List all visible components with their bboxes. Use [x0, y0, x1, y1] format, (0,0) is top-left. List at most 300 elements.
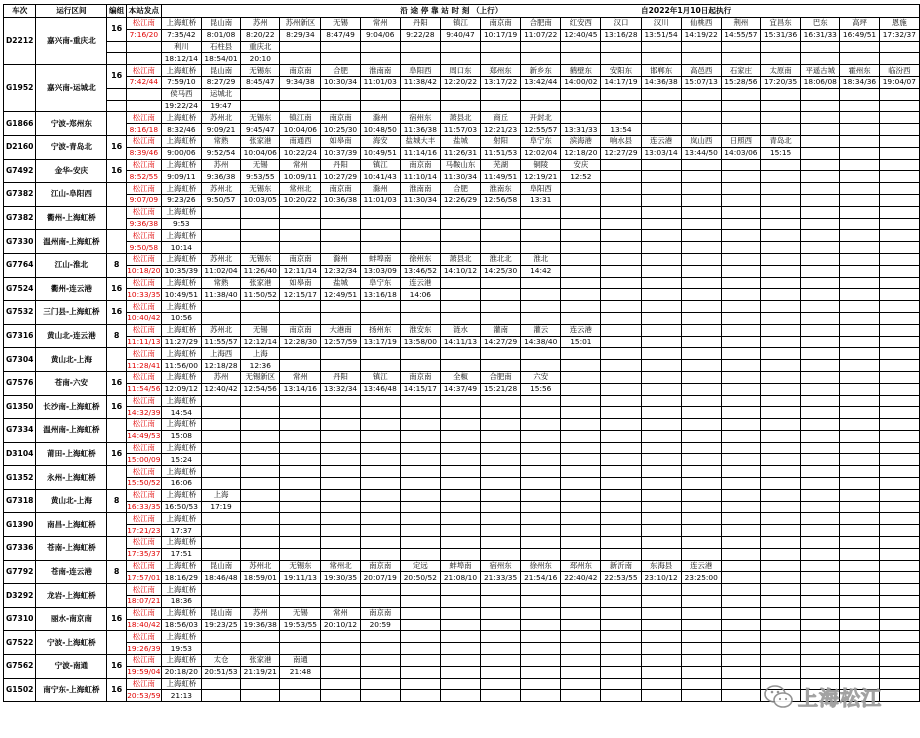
- empty-cell: [801, 371, 840, 383]
- train-row: [4, 324, 920, 336]
- empty-cell: [440, 619, 480, 631]
- stop-time: 12:56/58: [481, 194, 521, 206]
- empty-cell: [360, 643, 400, 655]
- stop-time: 15:01: [561, 336, 601, 348]
- empty-cell: [879, 655, 919, 667]
- train-group: 16: [107, 135, 127, 159]
- empty-cell: [761, 572, 801, 584]
- empty-cell: [721, 348, 760, 360]
- train-route: 龙岩-上海虹桥: [36, 584, 107, 608]
- train-number: D3104: [4, 442, 36, 466]
- empty-cell: [360, 348, 400, 360]
- empty-cell: [761, 324, 801, 336]
- empty-cell: [801, 619, 840, 631]
- empty-cell: [879, 124, 919, 136]
- empty-cell: [321, 643, 360, 655]
- empty-cell: [561, 53, 601, 65]
- stop-time: 12:02/04: [521, 147, 561, 159]
- train-route: 嘉兴南-重庆北: [36, 18, 107, 65]
- empty-cell: [360, 53, 400, 65]
- stop-station: 新乡东: [521, 65, 561, 77]
- stop-time: 9:23/26: [161, 194, 201, 206]
- train-row: [4, 301, 920, 313]
- stop-time: 11:01/03: [360, 194, 400, 206]
- empty-cell: [681, 690, 721, 702]
- empty-cell: [681, 419, 721, 431]
- empty-cell: [879, 442, 919, 454]
- empty-cell: [280, 301, 321, 313]
- empty-cell: [721, 584, 760, 596]
- empty-cell: [521, 407, 561, 419]
- empty-cell: [601, 478, 641, 490]
- empty-cell: [400, 41, 440, 53]
- empty-cell: [721, 501, 760, 513]
- empty-cell: [561, 253, 601, 265]
- empty-cell: [840, 501, 879, 513]
- train-row: [4, 265, 920, 277]
- stop-time: 11:26/40: [241, 265, 280, 277]
- empty-cell: [681, 596, 721, 608]
- empty-cell: [641, 596, 681, 608]
- stop-time: 9:09/11: [161, 171, 201, 183]
- empty-cell: [280, 478, 321, 490]
- train-group: 8: [107, 253, 127, 277]
- stop-station: 合肥南: [481, 371, 521, 383]
- empty-cell: [721, 607, 760, 619]
- empty-cell: [641, 584, 681, 596]
- empty-cell: [561, 489, 601, 501]
- empty-cell: [241, 643, 280, 655]
- empty-cell: [400, 312, 440, 324]
- empty-cell: [481, 430, 521, 442]
- empty-cell: [801, 194, 840, 206]
- empty-cell: [440, 206, 480, 218]
- stop-station: 重庆北: [241, 41, 280, 53]
- empty-cell: [879, 643, 919, 655]
- empty-cell: [280, 489, 321, 501]
- empty-cell: [879, 572, 919, 584]
- departure-time: 17:21/23: [127, 525, 161, 535]
- train-route: 丽水-南京南: [36, 607, 107, 631]
- station-name: 松江南: [126, 18, 161, 30]
- empty-cell: [521, 501, 561, 513]
- empty-cell: [521, 395, 561, 407]
- empty-cell: [561, 301, 601, 313]
- station-name: 松江南: [126, 301, 161, 313]
- empty-cell: [280, 513, 321, 525]
- empty-cell: [681, 360, 721, 372]
- train-row: [4, 100, 920, 112]
- stop-time: 19:47: [201, 100, 240, 112]
- empty-cell: [840, 348, 879, 360]
- stop-time: 11:38/42: [400, 76, 440, 88]
- stop-station: 淮南东: [481, 183, 521, 195]
- empty-cell: [761, 643, 801, 655]
- stop-station: 阜宁东: [521, 135, 561, 147]
- stop-time: 8:29/34: [280, 29, 321, 41]
- empty-cell: [481, 100, 521, 112]
- stop-station: 淮安东: [400, 324, 440, 336]
- stop-time: 9:50/57: [201, 194, 240, 206]
- stop-station: 丹阳: [400, 18, 440, 30]
- empty-cell: [400, 230, 440, 242]
- empty-cell: [801, 124, 840, 136]
- empty-cell: [561, 206, 601, 218]
- empty-cell: [601, 525, 641, 537]
- empty-cell: [601, 53, 641, 65]
- empty-cell: [440, 478, 480, 490]
- empty-cell: [721, 537, 760, 549]
- empty-cell: [321, 466, 360, 478]
- empty-cell: [521, 419, 561, 431]
- empty-cell: [879, 135, 919, 147]
- train-group: 16: [107, 277, 127, 301]
- stop-time: 12:27/29: [601, 147, 641, 159]
- empty-cell: [481, 466, 521, 478]
- empty-cell: [721, 41, 760, 53]
- stop-time: 15:56: [521, 383, 561, 395]
- empty-cell: [481, 478, 521, 490]
- departure-blank: [126, 41, 161, 53]
- empty-cell: [601, 678, 641, 690]
- stop-station: 南京南: [280, 324, 321, 336]
- empty-cell: [721, 442, 760, 454]
- stop-station: 石柱县: [201, 41, 240, 53]
- stop-time: 19:23/25: [201, 619, 240, 631]
- empty-cell: [601, 501, 641, 513]
- stop-time: 15:07/13: [681, 76, 721, 88]
- stop-time: 19:30/35: [321, 572, 360, 584]
- empty-cell: [201, 312, 240, 324]
- empty-cell: [280, 419, 321, 431]
- empty-cell: [521, 584, 561, 596]
- stop-station: 宜昌东: [761, 18, 801, 30]
- stop-station: 开封北: [521, 112, 561, 124]
- empty-cell: [241, 454, 280, 466]
- train-row: [4, 312, 920, 324]
- empty-cell: [879, 253, 919, 265]
- empty-cell: [840, 643, 879, 655]
- empty-cell: [761, 466, 801, 478]
- empty-cell: [440, 666, 480, 678]
- train-route: 宁波-郑州东: [36, 112, 107, 136]
- stop-time: 19:53/55: [280, 619, 321, 631]
- empty-cell: [840, 478, 879, 490]
- station-name: 松江南: [126, 537, 161, 549]
- empty-cell: [561, 619, 601, 631]
- stop-time: 14:17/19: [601, 76, 641, 88]
- train-row: [4, 360, 920, 372]
- empty-cell: [801, 218, 840, 230]
- train-row: [4, 183, 920, 195]
- empty-cell: [481, 242, 521, 254]
- empty-cell: [761, 489, 801, 501]
- station-name: 松江南: [126, 253, 161, 265]
- empty-cell: [801, 336, 840, 348]
- empty-cell: [721, 619, 760, 631]
- empty-cell: [241, 206, 280, 218]
- stop-time: 10:27/29: [321, 171, 360, 183]
- empty-cell: [681, 88, 721, 100]
- stop-time: 21:08/10: [440, 572, 480, 584]
- empty-cell: [360, 301, 400, 313]
- train-route: 宁波-南通: [36, 655, 107, 679]
- stop-time: 20:10: [241, 53, 280, 65]
- empty-cell: [360, 100, 400, 112]
- empty-cell: [761, 560, 801, 572]
- train-row: [4, 171, 920, 183]
- empty-cell: [400, 501, 440, 513]
- empty-cell: [400, 395, 440, 407]
- empty-cell: [761, 666, 801, 678]
- empty-cell: [761, 112, 801, 124]
- empty-cell: [641, 537, 681, 549]
- empty-cell: [321, 501, 360, 513]
- empty-cell: [481, 230, 521, 242]
- train-number: G7382: [4, 206, 36, 230]
- stop-time: 13:16/28: [601, 29, 641, 41]
- empty-cell: [681, 265, 721, 277]
- empty-cell: [801, 324, 840, 336]
- stop-time: 21:48: [280, 666, 321, 678]
- empty-cell: [521, 88, 561, 100]
- empty-cell: [481, 619, 521, 631]
- empty-cell: [521, 41, 561, 53]
- stop-station: 无锡: [280, 607, 321, 619]
- empty-cell: [801, 348, 840, 360]
- stop-time: 16:31/33: [801, 29, 840, 41]
- empty-cell: [641, 371, 681, 383]
- train-row: [4, 289, 920, 301]
- stop-station: 邯郸东: [641, 65, 681, 77]
- stop-station: 常州: [360, 18, 400, 30]
- wechat-icon: [764, 684, 794, 710]
- stop-time: 10:49/51: [360, 147, 400, 159]
- empty-cell: [481, 419, 521, 431]
- stop-station: 滁州: [321, 253, 360, 265]
- empty-cell: [400, 489, 440, 501]
- train-row: [4, 336, 920, 348]
- empty-cell: [400, 643, 440, 655]
- train-group: 16: [107, 159, 127, 183]
- empty-cell: [840, 194, 879, 206]
- empty-cell: [561, 607, 601, 619]
- empty-cell: [601, 88, 641, 100]
- empty-cell: [280, 218, 321, 230]
- train-route: 衢州-连云港: [36, 277, 107, 301]
- empty-cell: [721, 631, 760, 643]
- empty-cell: [761, 336, 801, 348]
- empty-cell: [761, 53, 801, 65]
- empty-cell: [879, 242, 919, 254]
- empty-cell: [201, 643, 240, 655]
- empty-cell: [601, 690, 641, 702]
- empty-cell: [801, 419, 840, 431]
- stop-time: 14:03/06: [721, 147, 760, 159]
- empty-cell: [761, 631, 801, 643]
- stop-time: 10:41/43: [360, 171, 400, 183]
- stop-station: 南京南: [280, 65, 321, 77]
- stop-station: 铜陵: [521, 159, 561, 171]
- empty-cell: [879, 183, 919, 195]
- empty-cell: [280, 430, 321, 442]
- empty-cell: [481, 348, 521, 360]
- empty-cell: [681, 218, 721, 230]
- empty-cell: [561, 537, 601, 549]
- stop-station: 青岛北: [761, 135, 801, 147]
- stop-time: 9:53: [161, 218, 201, 230]
- stop-time: 21:13: [161, 690, 201, 702]
- empty-cell: [681, 407, 721, 419]
- empty-cell: [879, 277, 919, 289]
- empty-cell: [521, 442, 561, 454]
- empty-cell: [801, 135, 840, 147]
- empty-cell: [280, 631, 321, 643]
- empty-cell: [400, 584, 440, 596]
- empty-cell: [561, 631, 601, 643]
- empty-cell: [241, 395, 280, 407]
- departure-time: 19:26/39: [127, 643, 161, 653]
- empty-cell: [801, 112, 840, 124]
- stop-time: 18:59/01: [241, 572, 280, 584]
- empty-cell: [761, 218, 801, 230]
- stop-time: 17:20/35: [761, 76, 801, 88]
- stop-station: 上海虹桥: [161, 348, 201, 360]
- empty-cell: [801, 560, 840, 572]
- empty-cell: [280, 206, 321, 218]
- empty-cell: [400, 242, 440, 254]
- station-name: 松江南: [126, 183, 161, 195]
- empty-cell: [280, 442, 321, 454]
- empty-cell: [721, 371, 760, 383]
- empty-cell: [681, 53, 721, 65]
- watermark: [764, 682, 882, 711]
- empty-cell: [561, 655, 601, 667]
- empty-cell: [681, 277, 721, 289]
- header-row: [4, 5, 920, 18]
- empty-cell: [840, 619, 879, 631]
- empty-cell: [840, 100, 879, 112]
- stop-station: 张家港: [241, 655, 280, 667]
- empty-cell: [840, 419, 879, 431]
- empty-cell: [201, 206, 240, 218]
- empty-cell: [641, 454, 681, 466]
- empty-cell: [681, 100, 721, 112]
- empty-cell: [840, 301, 879, 313]
- empty-cell: [561, 548, 601, 560]
- empty-cell: [440, 454, 480, 466]
- empty-cell: [721, 666, 760, 678]
- stop-time: 14:25/30: [481, 265, 521, 277]
- train-group: [107, 348, 127, 372]
- stop-time: 15:24: [161, 454, 201, 466]
- empty-cell: [601, 489, 641, 501]
- empty-cell: [840, 206, 879, 218]
- empty-cell: [681, 454, 721, 466]
- empty-cell: [879, 619, 919, 631]
- empty-cell: [641, 489, 681, 501]
- train-row: [4, 513, 920, 525]
- empty-cell: [840, 513, 879, 525]
- stop-station: 临汾西: [879, 65, 919, 77]
- empty-cell: [561, 666, 601, 678]
- departure-time: 9:36/38: [126, 218, 161, 230]
- empty-cell: [761, 312, 801, 324]
- empty-cell: [801, 655, 840, 667]
- empty-cell: [761, 206, 801, 218]
- stop-time: 13:03/09: [360, 265, 400, 277]
- train-group: 16: [107, 607, 127, 631]
- empty-cell: [321, 360, 360, 372]
- stop-time: 13:44/50: [681, 147, 721, 159]
- train-route: 黄山北-上海: [36, 348, 107, 372]
- empty-cell: [801, 265, 840, 277]
- empty-cell: [721, 407, 760, 419]
- empty-cell: [681, 41, 721, 53]
- departure-time: 16:33/35: [127, 502, 161, 512]
- empty-cell: [879, 289, 919, 301]
- stop-time: 14:06: [400, 289, 440, 301]
- empty-cell: [801, 183, 840, 195]
- empty-cell: [801, 537, 840, 549]
- train-row: [4, 41, 920, 53]
- empty-cell: [641, 419, 681, 431]
- train-row: [4, 124, 920, 136]
- group-blank: [107, 100, 127, 112]
- empty-cell: [521, 655, 561, 667]
- empty-cell: [681, 336, 721, 348]
- train-row: [4, 572, 920, 584]
- stop-station: 南京南: [360, 560, 400, 572]
- empty-cell: [241, 407, 280, 419]
- empty-cell: [481, 206, 521, 218]
- empty-cell: [360, 548, 400, 560]
- empty-cell: [400, 206, 440, 218]
- empty-cell: [879, 596, 919, 608]
- empty-cell: [641, 466, 681, 478]
- empty-cell: [241, 501, 280, 513]
- train-number: G7492: [4, 159, 36, 183]
- header-departure: 本站发点: [126, 5, 161, 18]
- empty-cell: [321, 655, 360, 667]
- empty-cell: [400, 619, 440, 631]
- empty-cell: [879, 419, 919, 431]
- stop-station: 利川: [161, 41, 201, 53]
- stop-time: 17:51: [161, 548, 201, 560]
- empty-cell: [561, 419, 601, 431]
- empty-cell: [801, 478, 840, 490]
- empty-cell: [400, 537, 440, 549]
- empty-cell: [681, 548, 721, 560]
- empty-cell: [641, 312, 681, 324]
- train-row: [4, 348, 920, 360]
- empty-cell: [201, 242, 240, 254]
- departure-blank: [126, 100, 161, 112]
- train-route: 江山-淮北: [36, 253, 107, 277]
- empty-cell: [601, 666, 641, 678]
- stop-station: 无锡东: [280, 560, 321, 572]
- empty-cell: [561, 371, 601, 383]
- station-name: 松江南: [126, 442, 161, 454]
- empty-cell: [321, 53, 360, 65]
- empty-cell: [321, 419, 360, 431]
- empty-cell: [840, 525, 879, 537]
- stop-station: 上海虹桥: [161, 159, 201, 171]
- stop-station: 侯马西: [161, 88, 201, 100]
- empty-cell: [360, 513, 400, 525]
- departure-time: 15:50/52: [127, 478, 161, 488]
- empty-cell: [280, 100, 321, 112]
